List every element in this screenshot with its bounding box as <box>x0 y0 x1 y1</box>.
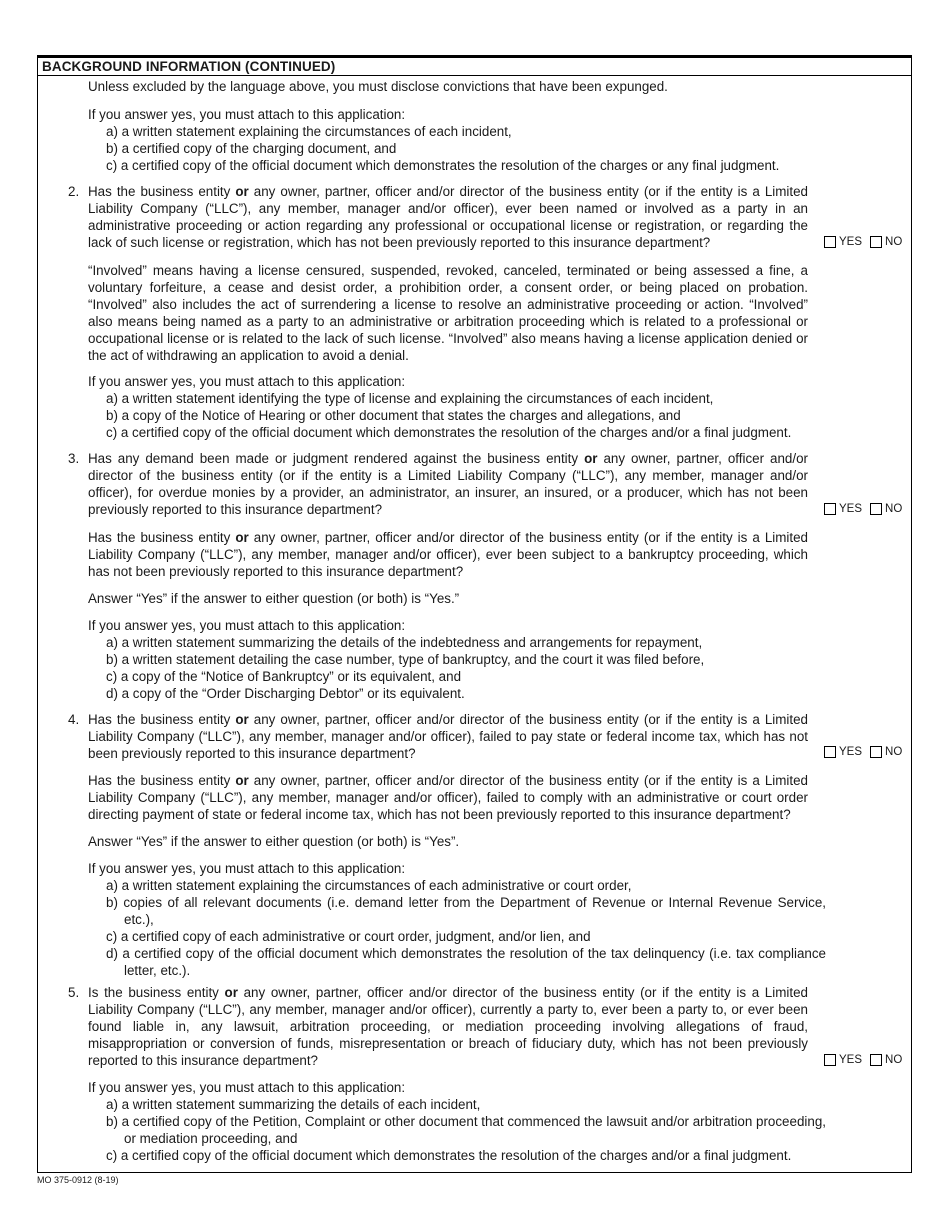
question-5-number: 5. <box>68 985 80 1000</box>
question-5-no-checkbox[interactable] <box>870 1054 882 1066</box>
question-5-yes-checkbox[interactable] <box>824 1054 836 1066</box>
question-5-attach: If you answer yes, you must attach to this application: <box>88 1080 406 1095</box>
intro-item-a: a) a written statement explaining the circumstances of each incident, <box>106 124 512 139</box>
question-3-item-d: d) a copy of the “Order Discharging Debtor” or its equivalent. <box>106 686 465 701</box>
question-3-text-2: Has the business entity or any owner, partner, officer and/or director of the business entity (or if the entity is a Limited Liability Company (“LLC”), any member, manager and/or officer), ever been subject to a bankruptcy proceeding, which has not been previously reported to this insurance department? <box>88 530 808 579</box>
question-4-attach: If you answer yes, you must attach to this application: <box>88 861 406 876</box>
question-5-item-b: b) a certified copy of the Petition, Complaint or other document that commenced the lawsuit and/or arbitration proceeding, or mediation proceeding, and <box>106 1114 826 1146</box>
question-3-item-a: a) a written statement summarizing the details of the indebtedness and arrangements for repayment, <box>106 635 703 650</box>
question-4-yes-checkbox[interactable] <box>824 746 836 758</box>
question-3-no-checkbox[interactable] <box>870 503 882 515</box>
question-3-either: Answer “Yes” if the answer to either question (or both) is “Yes.” <box>88 591 460 606</box>
question-2-no-checkbox[interactable] <box>870 236 882 248</box>
question-2-item-b: b) a copy of the Notice of Hearing or other document that states the charges and allegations, and <box>106 408 681 423</box>
question-3-text: Has any demand been made or judgment rendered against the business entity or any owner, partner, officer and/or director of the business entity (or if the entity is a Limited Liability Company (“LLC”), any member, manager and/or officer), for overdue monies by a provider, an administrator, an insurer, an insured, or a producer, which has not been previously reported to this insurance department? <box>88 451 808 517</box>
expunged-note: Unless excluded by the language above, you must disclose convictions that have been expunged. <box>88 79 668 94</box>
question-3-number: 3. <box>68 451 80 466</box>
question-4-no-checkbox[interactable] <box>870 746 882 758</box>
question-5-item-c: c) a certified copy of the official document which demonstrates the resolution of the charges and/or a final judgment. <box>106 1148 792 1163</box>
question-3-answer: YES NO <box>824 502 902 516</box>
question-2-item-c: c) a certified copy of the official document which demonstrates the resolution of the charges and/or a final judgment. <box>106 425 792 440</box>
question-4-text: Has the business entity or any owner, partner, officer and/or director of the business entity (or if the entity is a Limited Liability Company (“LLC”), any member, manager and/or officer), failed to pay state or federal income tax, which has not been previously reported to this insurance department? <box>88 712 808 761</box>
question-5-answer: YES NO <box>824 1053 902 1067</box>
question-4-answer: YES NO <box>824 745 902 759</box>
question-5-text: Is the business entity or any owner, partner, officer and/or director of the business entity (or if the entity is a Limited Liability Company (“LLC”), any member, manager and/or officer), currently a party to, ever been a party to, or ever been found liable in, any lawsuit, arbitration proceeding, or mediation proceeding involving allegations of fraud, misappropriation or conversion of funds, misrepresentation or breach of fiduciary duty, which has not been previously reported to this insurance department? <box>88 985 808 1068</box>
question-4-text-2: Has the business entity or any owner, partner, officer and/or director of the business entity (or if the entity is a Limited Liability Company (“LLC”), any member, manager and/or officer), failed to comply with an administrative or court order directing payment of state or federal income tax, which has not been previously reported to this insurance department? <box>88 773 808 822</box>
question-2-answer: YES NO <box>824 235 902 249</box>
question-2-yes-checkbox[interactable] <box>824 236 836 248</box>
intro-item-c: c) a certified copy of the official document which demonstrates the resolution of the charges or any final judgment. <box>106 158 780 173</box>
question-3-item-c: c) a copy of the “Notice of Bankruptcy” or its equivalent, and <box>106 669 462 684</box>
involved-definition: “Involved” means having a license censured, suspended, revoked, canceled, terminated or being assessed a fine, a voluntary forfeiture, a cease and desist order, a prohibition order, a consent order, or being placed on probation. “Involved” also includes the act of surrendering a license to resolve an administrative proceeding or action. “Involved” also means being named as a party to an administrative or arbitration proceeding which is related to a professional or occupational license or is related to the lack of such license. “Involved” also means having a license application denied or the act of withdrawing an application to avoid a denial. <box>88 263 808 363</box>
question-2-text: Has the business entity or any owner, partner, officer and/or director of the business entity (or if the entity is a Limited Liability Company (“LLC”), any member, manager and/or officer), ever been named or involved as a party in an administrative proceeding or action regarding any professional or occupational license or registration, or regarding the lack of such license or registration, which has not been previously reported to this insurance department? <box>88 184 808 250</box>
form-number-footer: MO 375-0912 (8-19) <box>37 1175 119 1185</box>
question-4-item-c: c) a certified copy of each administrative or court order, judgment, and/or lien, and <box>106 929 591 944</box>
question-2-attach: If you answer yes, you must attach to this application: <box>88 374 406 389</box>
question-3-attach: If you answer yes, you must attach to this application: <box>88 618 406 633</box>
question-2-item-a: a) a written statement identifying the type of license and explaining the circumstances of each incident, <box>106 391 714 406</box>
question-2-number: 2. <box>68 184 80 199</box>
question-3-item-b: b) a written statement detailing the case number, type of bankruptcy, and the court it was filed before, <box>106 652 705 667</box>
question-4-item-d: d) a certified copy of the official document which demonstrates the resolution of the tax delinquency (i.e. tax compliance letter, etc.). <box>106 946 826 978</box>
question-3-yes-checkbox[interactable] <box>824 503 836 515</box>
question-4-item-b: b) copies of all relevant documents (i.e. demand letter from the Department of Revenue or Internal Revenue Service, etc.), <box>106 895 826 927</box>
intro-item-b: b) a certified copy of the charging document, and <box>106 141 397 156</box>
intro-attach: If you answer yes, you must attach to this application: <box>88 107 406 122</box>
question-4-item-a: a) a written statement explaining the circumstances of each administrative or court order, <box>106 878 632 893</box>
background-info-form <box>37 55 912 1173</box>
question-4-number: 4. <box>68 712 80 727</box>
question-4-either: Answer “Yes” if the answer to either question (or both) is “Yes”. <box>88 834 460 849</box>
section-header: BACKGROUND INFORMATION (CONTINUED) <box>38 58 911 76</box>
question-5-item-a: a) a written statement summarizing the details of each incident, <box>106 1097 481 1112</box>
